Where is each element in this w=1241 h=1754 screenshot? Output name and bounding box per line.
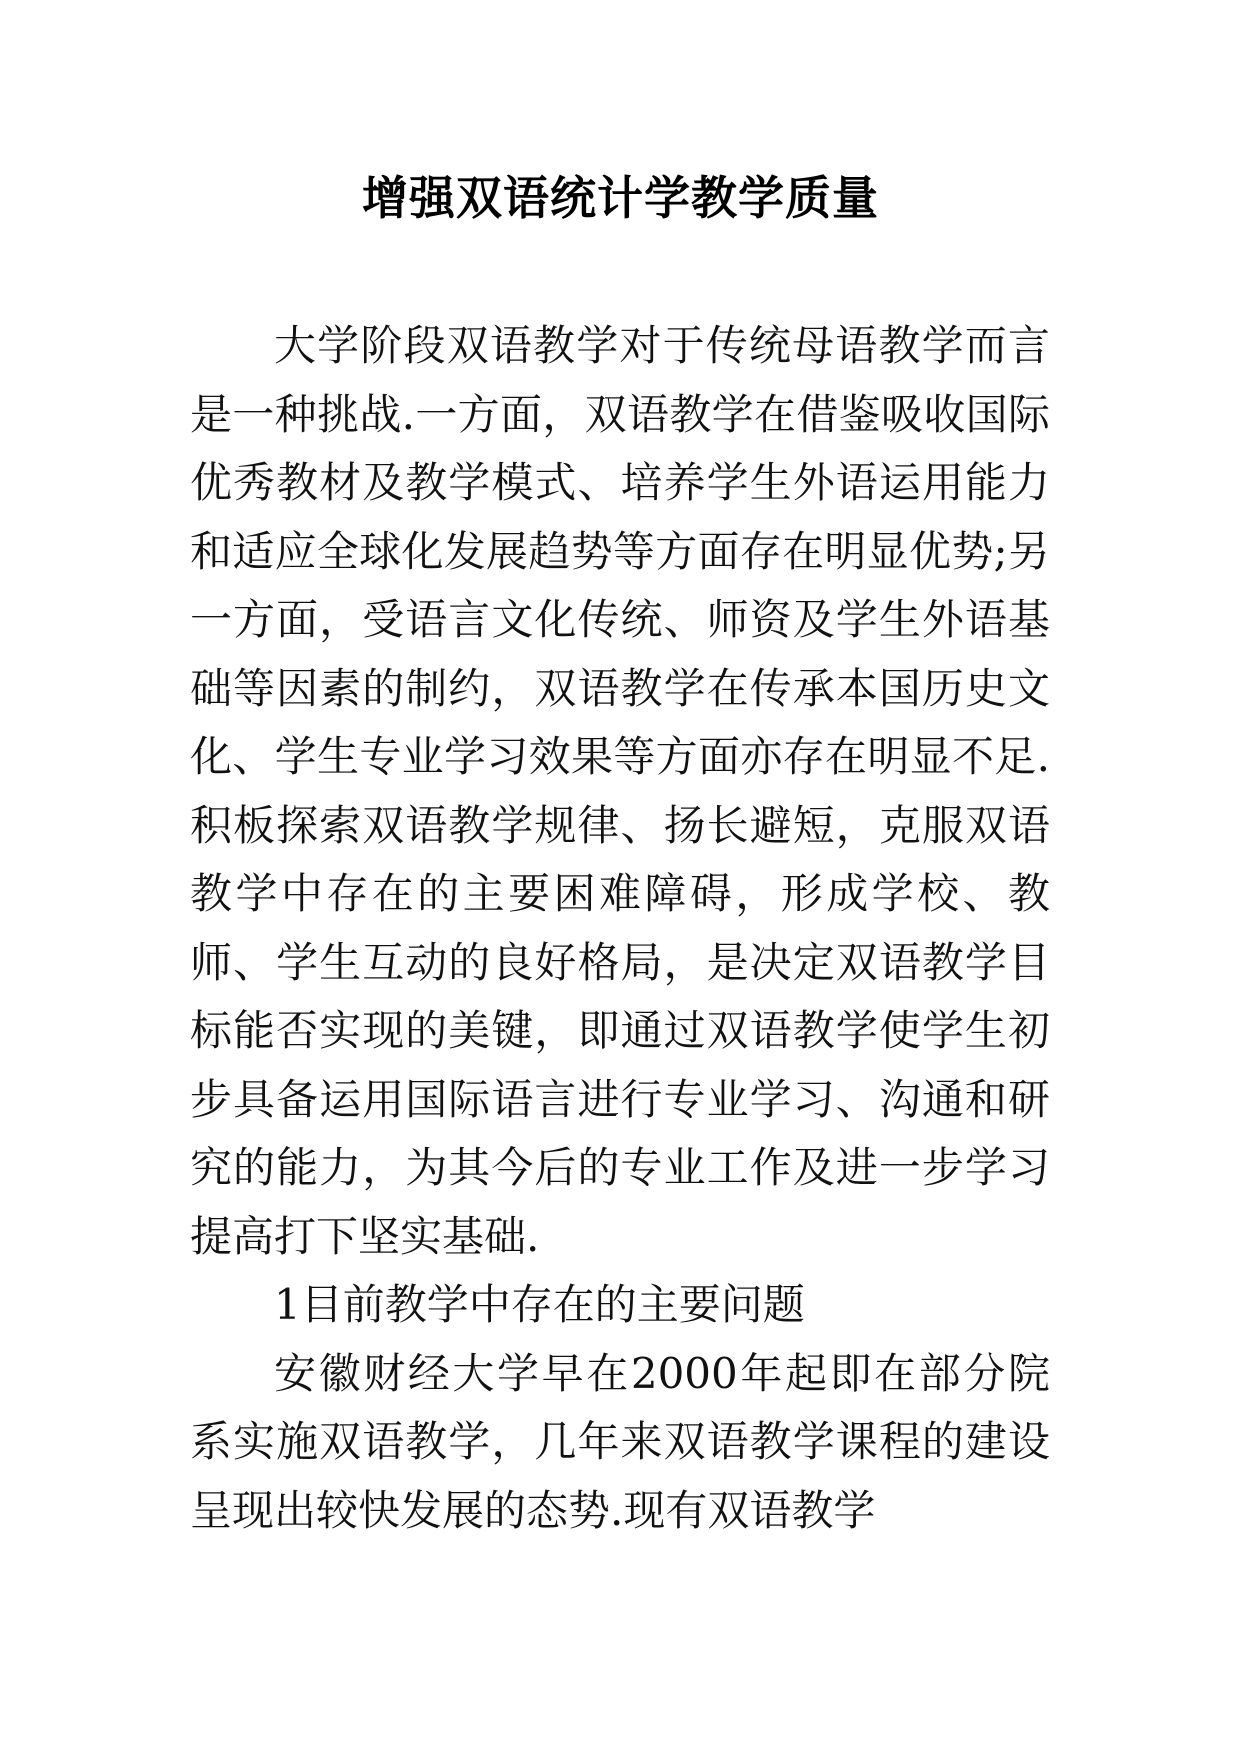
- paragraph-intro: 大学阶段双语教学对于传统母语教学而言是一种挑战.一方面，双语教学在借鉴吸收国际优秀教材及教学模式、培养学生外语运用能力和适应全球化发展趋势等方面存在明显优势;另一方面，受语言文化传统、师资及学生外语基础等因素的制约，双语教学在传承本国历史文化、学生专业学习效果等方面亦存在明显不足.积板探索双语教学规律、扬长避短，克服双语教学中存在的主要困难障碍，形成学校、教师、学生互动的良好格局，是决定双语教学目标能否实现的美键，即通过双语教学使学生初步具备运用国际语言进行专业学习、沟通和研究的能力，为其今后的专业工作及进一步学习提高打下坚实基础.: [190, 321, 1050, 1261]
- paragraph-section-1: 安徽财经大学早在2000年起即在部分院系实施双语教学，几年来双语教学课程的建设呈现出较快发展的态势.现有双语教学: [190, 1348, 1050, 1535]
- document-body: [190, 312, 1050, 1545]
- document-title: 增强双语统计学教学质量: [362, 171, 879, 225]
- section-heading-1: 1目前教学中存在的主要问题: [274, 1280, 805, 1329]
